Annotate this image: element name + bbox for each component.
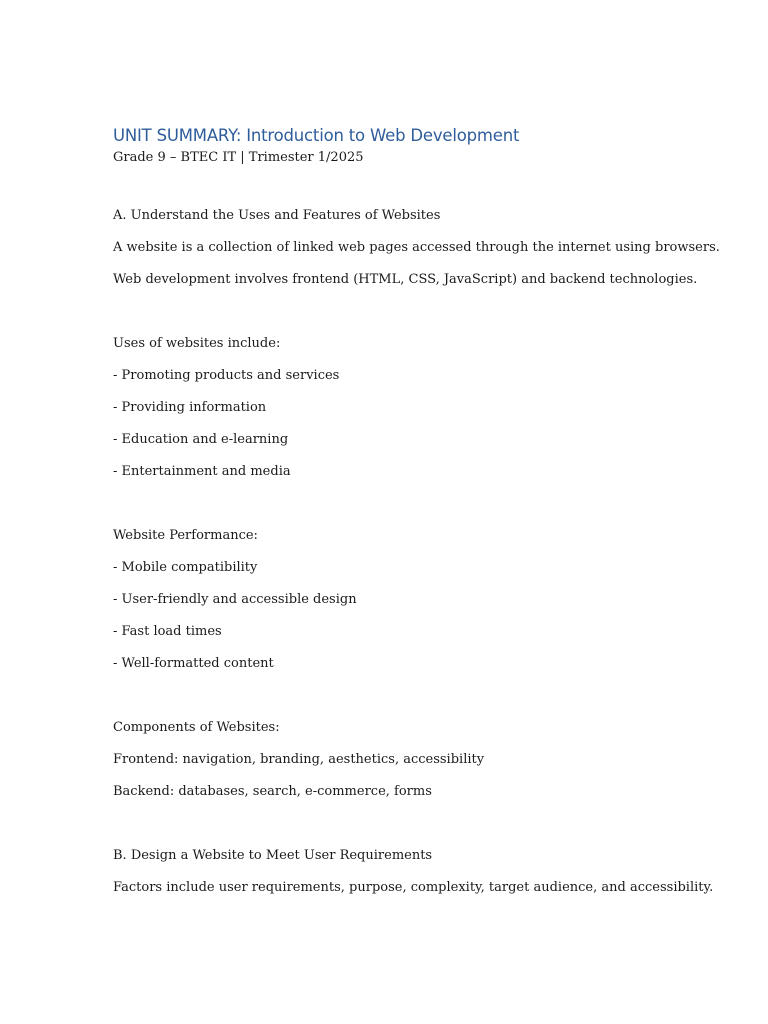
paragraph: Web development involves frontend (HTML, CSS, JavaScript) and backend technologies. [113, 272, 698, 287]
components-list [113, 712, 713, 808]
list-item: - Providing information [113, 400, 267, 415]
uses-heading: Uses of websites include: [113, 336, 281, 351]
list-item: - Education and e-learning [113, 432, 289, 447]
spacer [113, 168, 713, 200]
document-title: UNIT SUMMARY: Introduction to Web Development [113, 126, 520, 145]
uses-list [113, 328, 713, 488]
list-item: - Entertainment and media [113, 464, 291, 479]
list-item: Backend: databases, search, e-commerce, forms [113, 784, 432, 799]
spacer [113, 488, 713, 520]
section-a [113, 200, 720, 296]
section-b-heading: B. Design a Website to Meet User Requirements [113, 848, 433, 863]
performance-list [113, 520, 713, 680]
spacer [113, 680, 713, 712]
list-item: Frontend: navigation, branding, aesthetics, accessibility [113, 752, 485, 767]
paragraph: A website is a collection of linked web pages accessed through the internet using browsers. [113, 240, 720, 255]
spacer [113, 808, 713, 840]
section-b [113, 840, 713, 904]
list-item: - Fast load times [113, 624, 222, 639]
performance-heading: Website Performance: [113, 528, 258, 543]
spacer [113, 296, 713, 328]
section-a-heading: A. Understand the Uses and Features of Websites [113, 208, 441, 223]
list-item: - Well-formatted content [113, 656, 274, 671]
document-content [113, 124, 720, 904]
document-subtitle: Grade 9 – BTEC IT | Trimester 1/2025 [113, 150, 364, 165]
components-heading: Components of Websites: [113, 720, 280, 735]
list-item: - User-friendly and accessible design [113, 592, 357, 607]
list-item: - Promoting products and services [113, 368, 340, 383]
paragraph: Factors include user requirements, purpose, complexity, target audience, and accessibility. [113, 880, 714, 895]
list-item: - Mobile compatibility [113, 560, 258, 575]
